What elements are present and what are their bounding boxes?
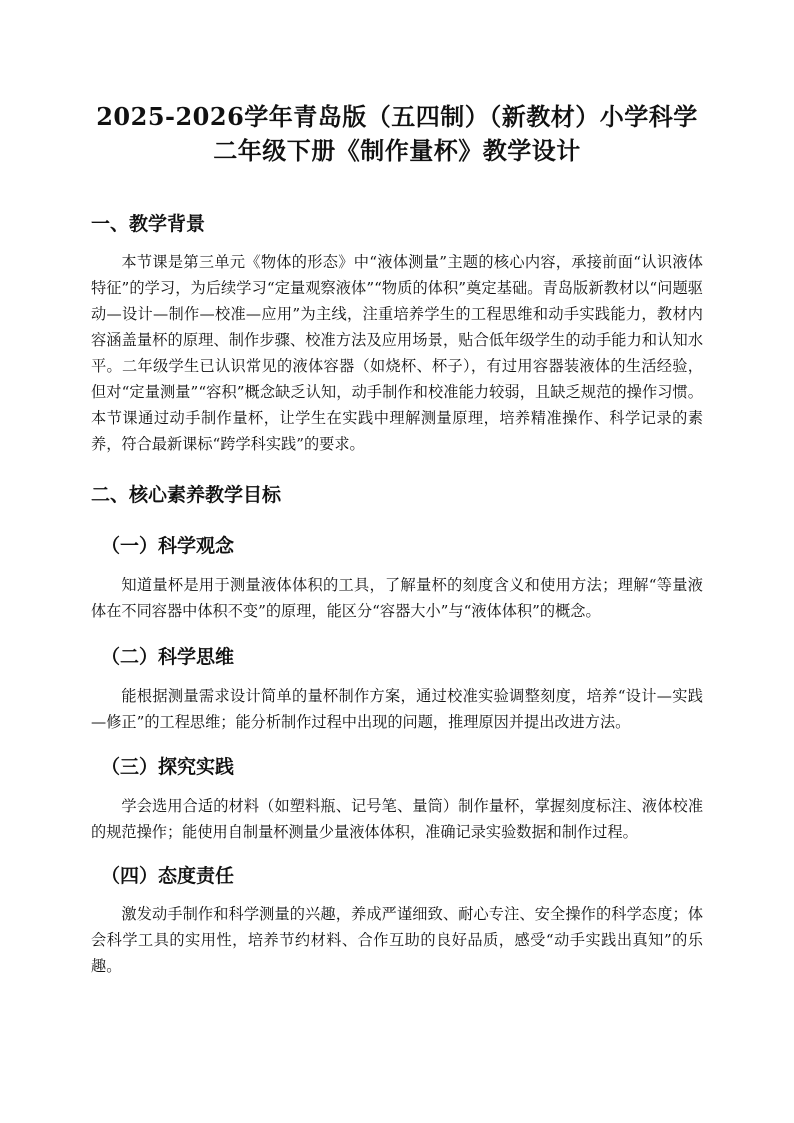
- section-heading-objectives: 二、核心素养教学目标: [91, 484, 282, 506]
- subsection-paragraph-science-concept: 知道量杯是用于测量液体体积的工具，了解量杯的刻度含义和使用方法；理解“等量液体在不同容器中体积不变”的原理，能区分“容器大小”与“液体体积”的概念。: [91, 576, 703, 620]
- subsection-paragraph-inquiry-practice: 学会选用合适的材料（如塑料瓶、记号笔、量筒）制作量杯，掌握刻度标注、液体校准的规范操作；能使用自制量杯测量少量液体体积，准确记录实验数据和制作过程。: [91, 797, 703, 841]
- subsection-heading-inquiry-practice: （三）探究实践: [101, 756, 235, 778]
- section-heading-background: 一、教学背景: [91, 213, 206, 235]
- subsection-paragraph-attitude-responsibility: 激发动手制作和科学测量的兴趣，养成严谨细致、耐心专注、安全操作的科学态度；体会科学工具的实用性，培养节约材料、合作互助的良好品质，感受“动手实践出真知”的乐趣。: [91, 905, 703, 975]
- section-paragraph-background: 本节课是第三单元《物体的形态》中“液体测量”主题的核心内容，承接前面“认识液体特征”的学习，为后续学习“定量观察液体”“物质的体积”奠定基础。青岛版新教材以“问题驱动—设计—制作—校准—应用”为主线，注重培养学生的工程思维和动手实践能力，教材内容涵盖量杯的原理、制作步骤、校准方法及应用场景，贴合低年级学生的动手能力和认知水平。二年级学生已认识常见的液体容器（如烧杯、杯子），有过用容器装液体的生活经验，但对“定量测量”“容积”概念缺乏认知，动手制作和校准能力较弱，且缺乏规范的操作习惯。本节课通过动手制作量杯，让学生在实践中理解测量原理，培养精准操作、科学记录的素养，符合最新课标“跨学科实践”的要求。: [91, 253, 703, 453]
- subsection-heading-attitude-responsibility: （四）态度责任: [101, 865, 235, 887]
- subsection-paragraph-science-thinking: 能根据测量需求设计简单的量杯制作方案，通过校准实验调整刻度，培养“设计—实践—修正”的工程思维；能分析制作过程中出现的问题，推理原因并提出改进方法。: [91, 687, 703, 731]
- subsection-heading-science-concept: （一）科学观念: [101, 535, 235, 557]
- document-title: 2025-2026学年青岛版（五四制）（新教材）小学科学二年级下册《制作量杯》教学设计: [96, 102, 698, 165]
- subsection-heading-science-thinking: （二）科学思维: [101, 646, 235, 668]
